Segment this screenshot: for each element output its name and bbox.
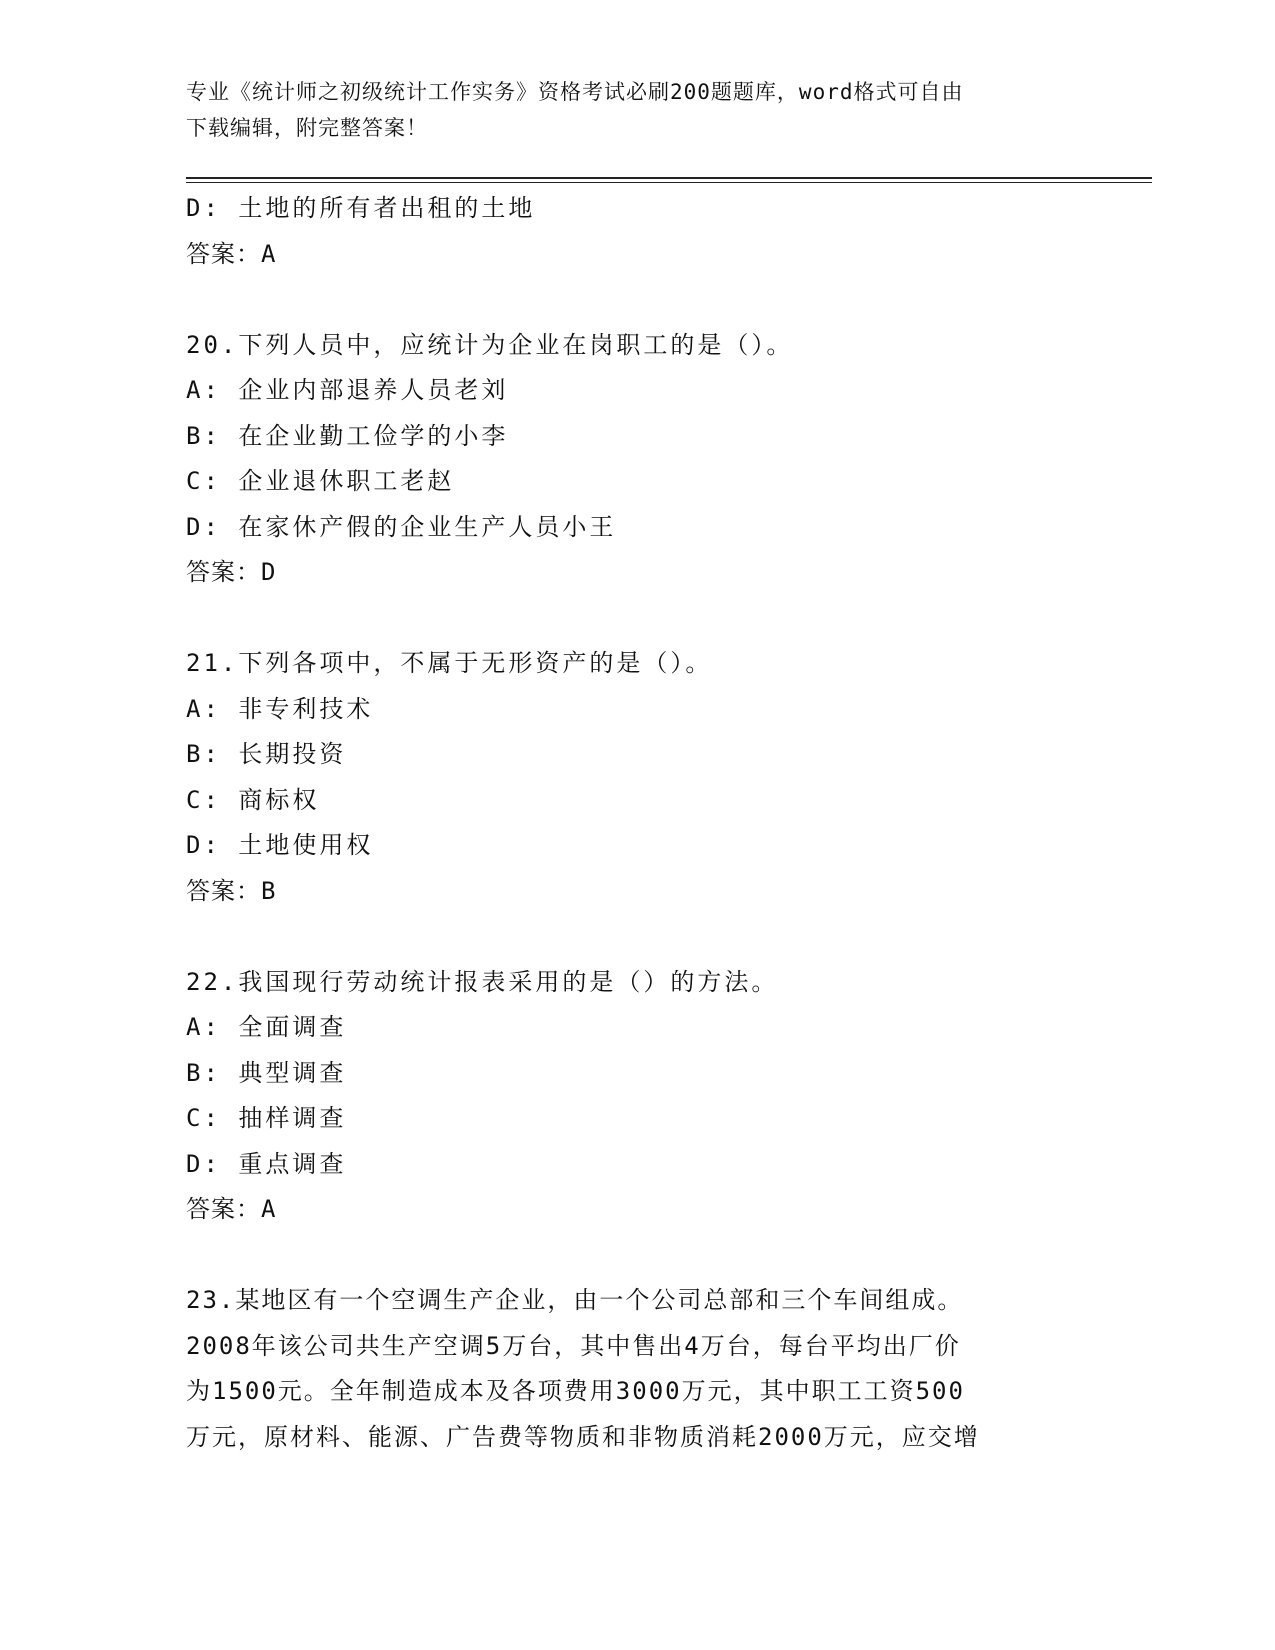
- question-text-line: 2008年该公司共生产空调5万台，其中售出4万台，每台平均出厂价: [186, 1331, 961, 1360]
- spacer: [186, 277, 1146, 323]
- question-stem: 21.下列各项中，不属于无形资产的是（）。: [186, 649, 713, 677]
- answer: 答案：D: [186, 558, 277, 586]
- question-stem: 20.下列人员中，应统计为企业在岗职工的是（）。: [186, 330, 794, 359]
- header-divider-thick: [186, 177, 1152, 179]
- answer: 答案：A: [186, 1195, 277, 1223]
- option-c: C: 抽样调查: [186, 1104, 347, 1132]
- option-a: A: 非专利技术: [186, 694, 374, 723]
- prev-option-d: D: 土地的所有者出租的土地: [186, 194, 536, 222]
- question-text-line: 23.某地区有一个空调生产企业，由一个公司总部和三个车间组成。: [186, 1286, 964, 1314]
- question-content: [186, 186, 1146, 1460]
- option-a: A: 全面调查: [186, 1013, 347, 1041]
- question-text-line: 万元，原材料、能源、广告费等物质和非物质消耗2000万元，应交增: [186, 1422, 980, 1451]
- option-b: B: 典型调查: [186, 1058, 347, 1087]
- header-line-2: 下载编辑，附完整答案！: [186, 116, 428, 140]
- spacer: [186, 1233, 1146, 1279]
- spacer: [186, 596, 1146, 642]
- header-line-1: 专业《统计师之初级统计工作实务》资格考试必刷200题题库，word格式可自由: [186, 80, 964, 104]
- answer: 答案：B: [186, 876, 277, 905]
- question-20: [186, 323, 1146, 596]
- option-a: A: 企业内部退养人员老刘: [186, 376, 509, 404]
- prev-answer: 答案：A: [186, 239, 277, 268]
- header-divider-thin: [186, 182, 1152, 183]
- option-c: C: 商标权: [186, 785, 320, 814]
- question-22: [186, 960, 1146, 1233]
- option-b: B: 在企业勤工俭学的小李: [186, 421, 509, 450]
- document-header: [186, 74, 1086, 146]
- question-text-line: 为1500元。全年制造成本及各项费用3000万元，其中职工工资500: [186, 1377, 965, 1405]
- question-23: [186, 1278, 1146, 1460]
- spacer: [186, 914, 1146, 960]
- question-stem: 22.我国现行劳动统计报表采用的是（）的方法。: [186, 967, 779, 996]
- option-d: D: 土地使用权: [186, 831, 374, 859]
- option-d: D: 重点调查: [186, 1149, 347, 1178]
- question-21: [186, 641, 1146, 914]
- option-b: B: 长期投资: [186, 740, 347, 768]
- option-d: D: 在家休产假的企业生产人员小王: [186, 512, 617, 541]
- option-c: C: 企业退休职工老赵: [186, 467, 455, 495]
